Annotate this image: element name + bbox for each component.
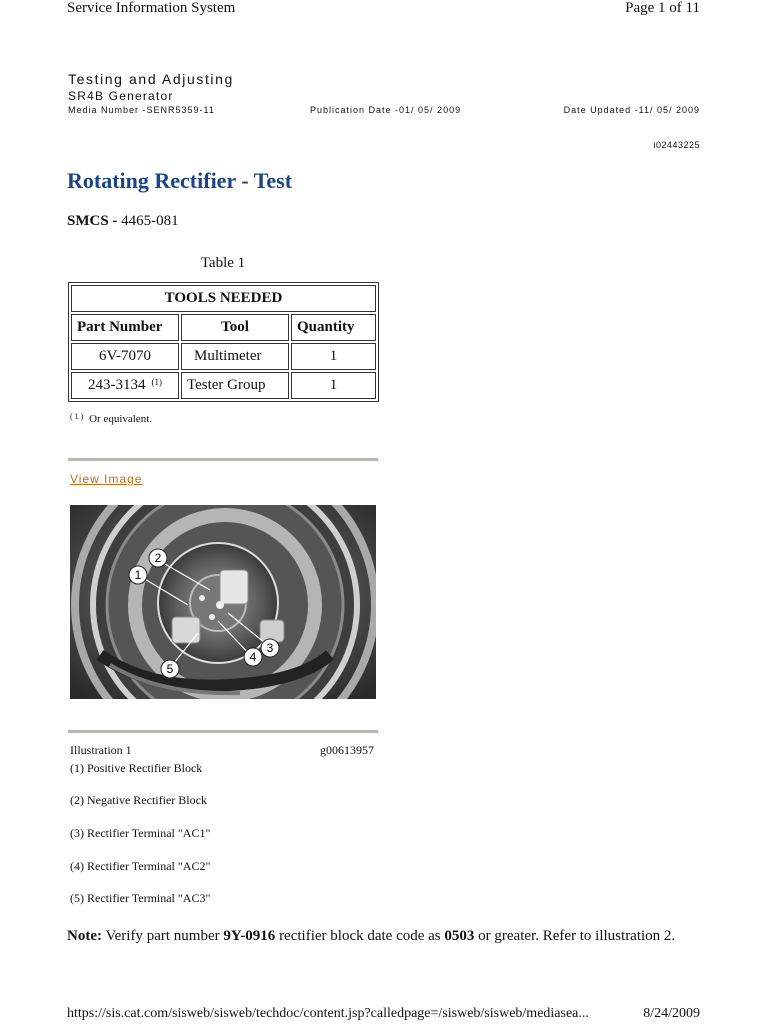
table-footnote: [70, 412, 152, 425]
callout-item-1: (1) Positive Rectifier Block: [70, 761, 203, 775]
note-text-1: Verify part number: [105, 928, 220, 944]
callout-4-marker: [244, 648, 262, 666]
note-part-number: 9Y-0916: [223, 928, 276, 944]
doc-product: SR4B Generator: [68, 89, 174, 103]
cell-part-number: [71, 343, 179, 370]
note-text-2: rectifier block date code as: [279, 928, 441, 944]
view-image-link[interactable]: View Image: [70, 472, 143, 486]
note-text-3: or greater. Refer to illustration 2.: [478, 928, 676, 944]
cell-tool: Tester Group: [181, 372, 289, 399]
system-name: Service Information System: [67, 0, 236, 16]
document-id: i02443225: [653, 140, 700, 150]
note-label: Note:: [67, 928, 102, 944]
table-header-row: [71, 314, 376, 341]
callout-3-marker: [261, 639, 279, 657]
callout-item-2: (2) Negative Rectifier Block: [70, 793, 207, 807]
cell-tool: Multimeter: [181, 343, 289, 370]
callout-5-marker: [161, 660, 179, 678]
divider: [68, 458, 378, 461]
cell-quantity: 1: [291, 343, 376, 370]
footnote-marker: ( 1 ): [70, 412, 84, 421]
column-header-tool: Tool: [181, 314, 289, 341]
page-title: Rotating Rectifier - Test: [67, 168, 293, 193]
footnote-text: Or equivalent.: [89, 413, 153, 425]
footer-date: 8/24/2009: [643, 1006, 700, 1021]
doc-section: Testing and Adjusting: [68, 71, 234, 87]
callout-item-4: (4) Rectifier Terminal "AC2": [70, 859, 211, 873]
callout-2-number: 2: [154, 551, 162, 565]
table-caption: Table 1: [200, 255, 246, 271]
table-row: [71, 343, 376, 370]
media-number: Media Number -SENR5359-11: [68, 105, 215, 115]
callout-5-number: 5: [166, 662, 174, 676]
smcs-value: 4465-081: [121, 213, 179, 229]
part-number-text: 243-3134: [88, 377, 146, 393]
callout-2-marker: [149, 549, 167, 567]
callout-1-marker: [129, 566, 147, 584]
callout-4-number: 4: [249, 650, 257, 664]
illustration-label: Illustration 1: [70, 743, 132, 757]
smcs-label: SMCS -: [67, 213, 118, 229]
callout-1-number: 1: [134, 568, 142, 582]
page-indicator: Page 1 of 11: [625, 0, 700, 16]
callout-item-3: (3) Rectifier Terminal "AC1": [70, 826, 211, 840]
footnote-ref: (1): [151, 377, 162, 387]
rectifier-photo: [70, 505, 376, 699]
illustration-code: g00613957: [320, 743, 374, 757]
table-heading: TOOLS NEEDED: [71, 285, 376, 312]
publication-date: Publication Date -01/ 05/ 2009: [310, 105, 462, 115]
note-paragraph: [67, 928, 675, 945]
column-header-quantity: Quantity: [291, 314, 376, 341]
divider: [68, 730, 378, 733]
cell-quantity: 1: [291, 372, 376, 399]
cell-part-number: [71, 372, 179, 399]
table-heading-row: [71, 285, 376, 312]
date-updated: Date Updated -11/ 05/ 2009: [563, 105, 700, 115]
column-header-part-number: Part Number: [71, 314, 179, 341]
smcs-line: [67, 213, 179, 230]
note-date-code: 0503: [444, 928, 475, 944]
tools-table: [68, 282, 379, 402]
callout-3-number: 3: [266, 641, 274, 655]
table-row: [71, 372, 376, 399]
callout-item-5: (5) Rectifier Terminal "AC3": [70, 891, 211, 905]
footer-url: https://sis.cat.com/sisweb/sisweb/techdoc/content.jsp?calledpage=/sisweb/sisweb/mediasea...: [67, 1006, 589, 1021]
part-number-text: 6V-7070: [99, 348, 151, 364]
